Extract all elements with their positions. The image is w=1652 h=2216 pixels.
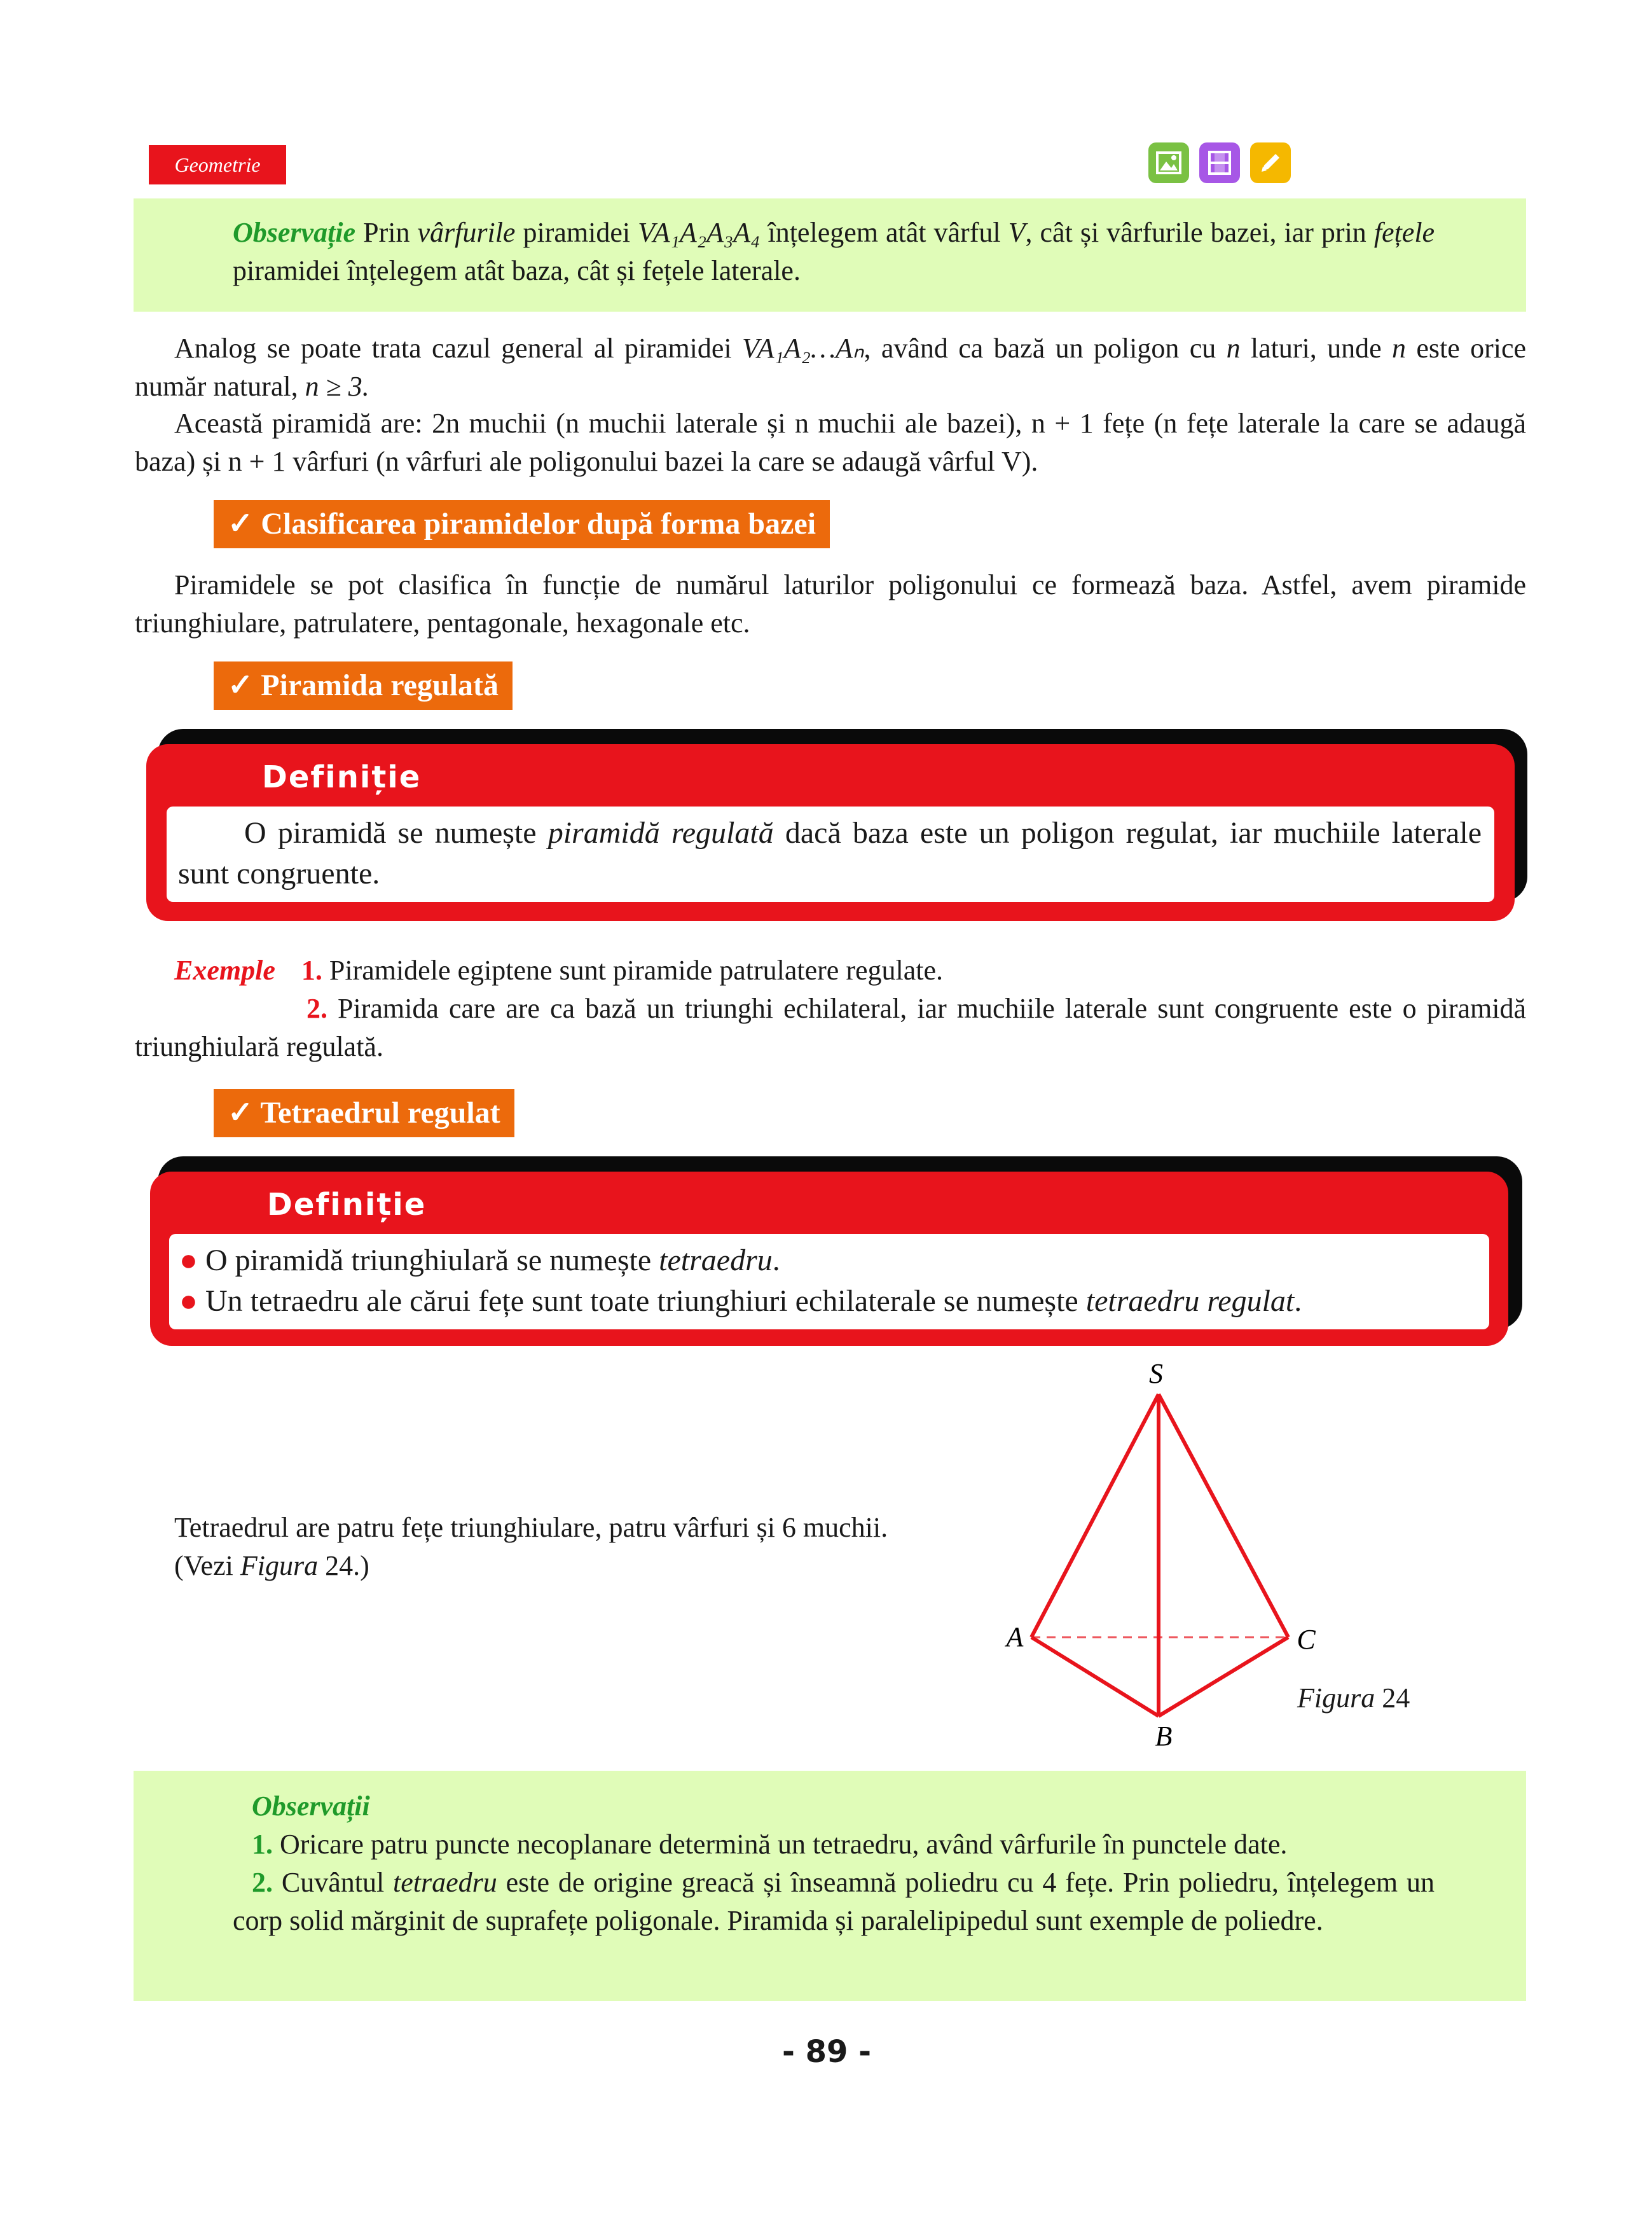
page-number: - 89 - [781, 2034, 872, 2070]
figure-caption: Figura 24 [1297, 1682, 1410, 1714]
definition-text: O piramidă se numește piramidă regulată dacă baza este un poligon regulat, iar muchiile laterale sunt congruente. [178, 816, 1482, 890]
observation-text: Observație Prin vârfurile piramidei VA₁A₂A₃A₄ înțelegem atât vârful V, cât și vârfurile bazei, iar prin fețele piramidei înțelegem atât baza, cât și fețele laterale. [233, 217, 1435, 286]
edge-bc [1159, 1637, 1288, 1716]
section-heading-regular-tetrahedron: ✓ Tetraedrul regulat [214, 1089, 514, 1137]
bullet-item: ● O piramidă triunghiulară se numește tetraedru. [179, 1243, 780, 1277]
image-icon[interactable] [1148, 142, 1189, 183]
film-icon[interactable] [1199, 142, 1240, 183]
observations-text: Observații 1. Oricare patru puncte necoplanare determină un tetraedru, având vârfurile în punctele date. 2. Cuvântul tetraedru este de origine greacă și înseamnă poliedru cu 4 fețe. Prin poliedru, înțelegem un corp solid mărginit de suprafețe poligonale. Piramida și paralelipipedul sunt exemple de poliedre. [233, 1790, 1435, 1936]
definition-title: Definiție [267, 1187, 427, 1222]
definition-bullets [179, 1240, 1483, 1322]
edge-ab [1031, 1637, 1159, 1716]
definition-title: Definiție [262, 759, 422, 795]
paragraph-classification: Piramidele se pot clasifica în funcție de numărul laturilor poligonului ce formează baza. Astfel, avem piramide triunghiulare, patrulatere, pentagonale, hexagonale etc. [135, 569, 1526, 639]
tetrahedron-description: Tetraedrul are patru fețe triunghiulare, patru vârfuri și 6 muchii. (Vezi Figura 24.) [174, 1512, 888, 1581]
examples: Exemple 1. Piramidele egiptene sunt piramide patrulatere regulate. 2. Piramida care are ca bază un triunghi echilateral, iar muchiile laterale sunt congruente este o piramidă triunghiulară regulată. [135, 955, 1527, 1062]
edge-sc [1159, 1394, 1288, 1637]
paragraph-general-pyramid: Analog se poate trata cazul general al piramidei VA₁A₂…Aₙ, având ca bază un poligon cu n laturi, unde n este orice număr natural, n ≥ 3. [135, 333, 1527, 402]
section-heading-regular-pyramid: ✓ Piramida regulată [214, 661, 513, 710]
vertex-label-c: C [1297, 1624, 1316, 1655]
vertex-label-s: S [1149, 1358, 1163, 1389]
vertex-label-b: B [1155, 1721, 1173, 1752]
section-tag: Geometrie [149, 145, 286, 184]
edge-sa [1031, 1394, 1159, 1637]
vertex-label-a: A [1006, 1621, 1024, 1652]
pencil-icon[interactable] [1250, 142, 1291, 183]
section-heading-classification: ✓ Clasificarea piramidelor după forma bazei [214, 500, 830, 548]
paragraph-pyramid-counts: Această piramidă are: 2n muchii (n muchii laterale și n muchii ale bazei), n + 1 fețe (n fețe laterale la care se adaugă baza) și n + 1 vârfuri (n vârfuri ale poligonului bazei la care se adaugă vârful V). [135, 408, 1526, 477]
bullet-item: ● Un tetraedru ale cărui fețe sunt toate triunghiuri echilaterale se numește tetraedru regulat. [179, 1284, 1302, 1318]
